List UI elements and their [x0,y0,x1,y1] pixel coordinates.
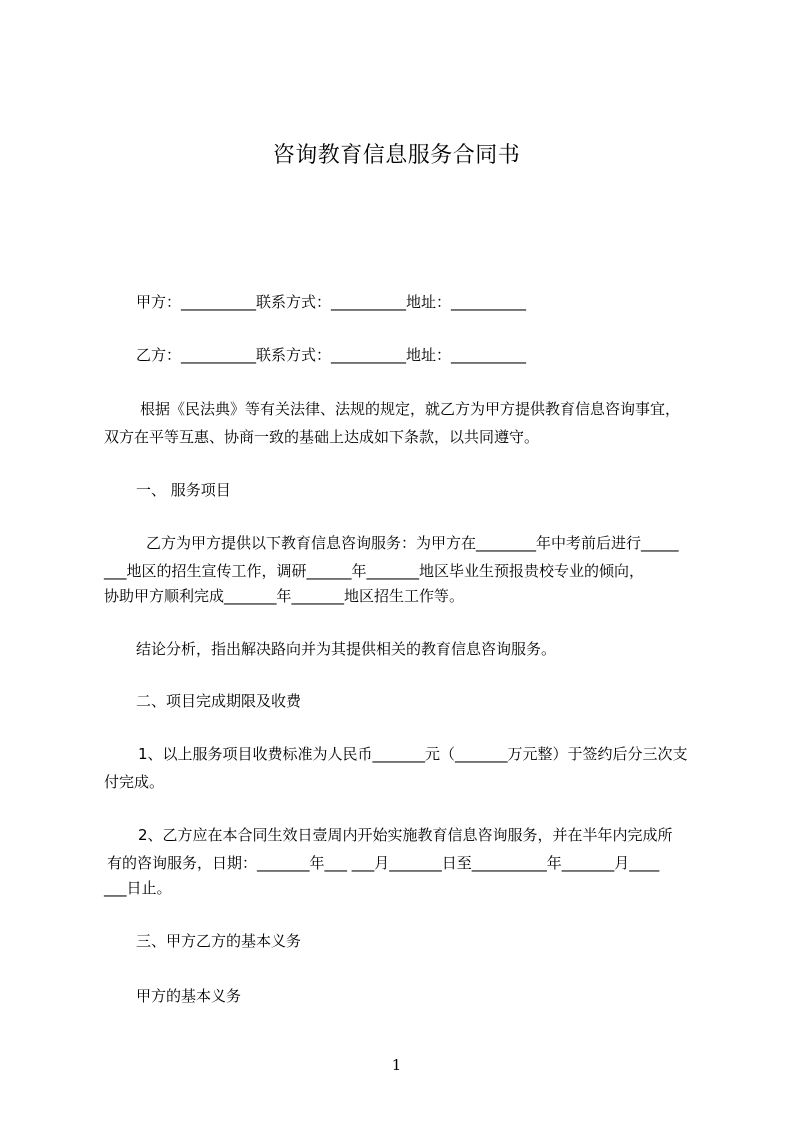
section-1-line-2: ___地区的招生宣传工作，调研______年_______地区毕业生预报贵校专业的倾向， [104,562,645,580]
section-1-line-1: 乙方为甲方提供以下教育信息咨询服务：为甲方在________年中考前后进行_____ [146,534,679,552]
section-3-sub-heading: 甲方的基本义务 [136,987,242,1005]
section-2-heading: 二、项目完成期限及收费 [136,692,302,710]
section-1-line-3: 协助甲方顺利完成_______年_______地区招生工作等。 [104,587,465,605]
section-2-item-1-line-1: 1、以上服务项目收费标准为人民币_______元（_______万元整）于签约后分三次支 [138,745,688,763]
party-a-line: 甲方：__________联系方式：__________地址：__________ [136,293,527,311]
section-1-conclusion: 结论分析，指出解决路向并为其提供相关的教育信息咨询服务。 [136,640,557,658]
section-1-heading: 一、 服务项目 [136,481,231,499]
section-2-item-2-line-2: 有的咨询服务，日期：_______年___ ___月_______日至__________年_______月____ [107,854,660,872]
page-number: 1 [391,1056,402,1074]
section-2-item-1-line-2: 付完成。 [104,773,165,791]
party-b-line: 乙方：__________联系方式：__________地址：__________ [136,346,527,364]
section-2-item-2-line-3: ___日止。 [104,879,172,897]
intro-paragraph-line-2: 双方在平等互惠、协商一致的基础上达成如下条款，以共同遵守。 [104,428,540,446]
intro-paragraph-line-1: 根据《民法典》等有关法律、法规的规定，就乙方为甲方提供教育信息咨询事宜， [140,400,681,418]
section-3-heading: 三、甲方乙方的基本义务 [136,932,302,950]
section-2-item-2-line-1: 2、乙方应在本合同生效日壹周内开始实施教育信息咨询服务，并在半年内完成所 [138,826,673,844]
document-title: 咨询教育信息服务合同书 [272,143,521,168]
